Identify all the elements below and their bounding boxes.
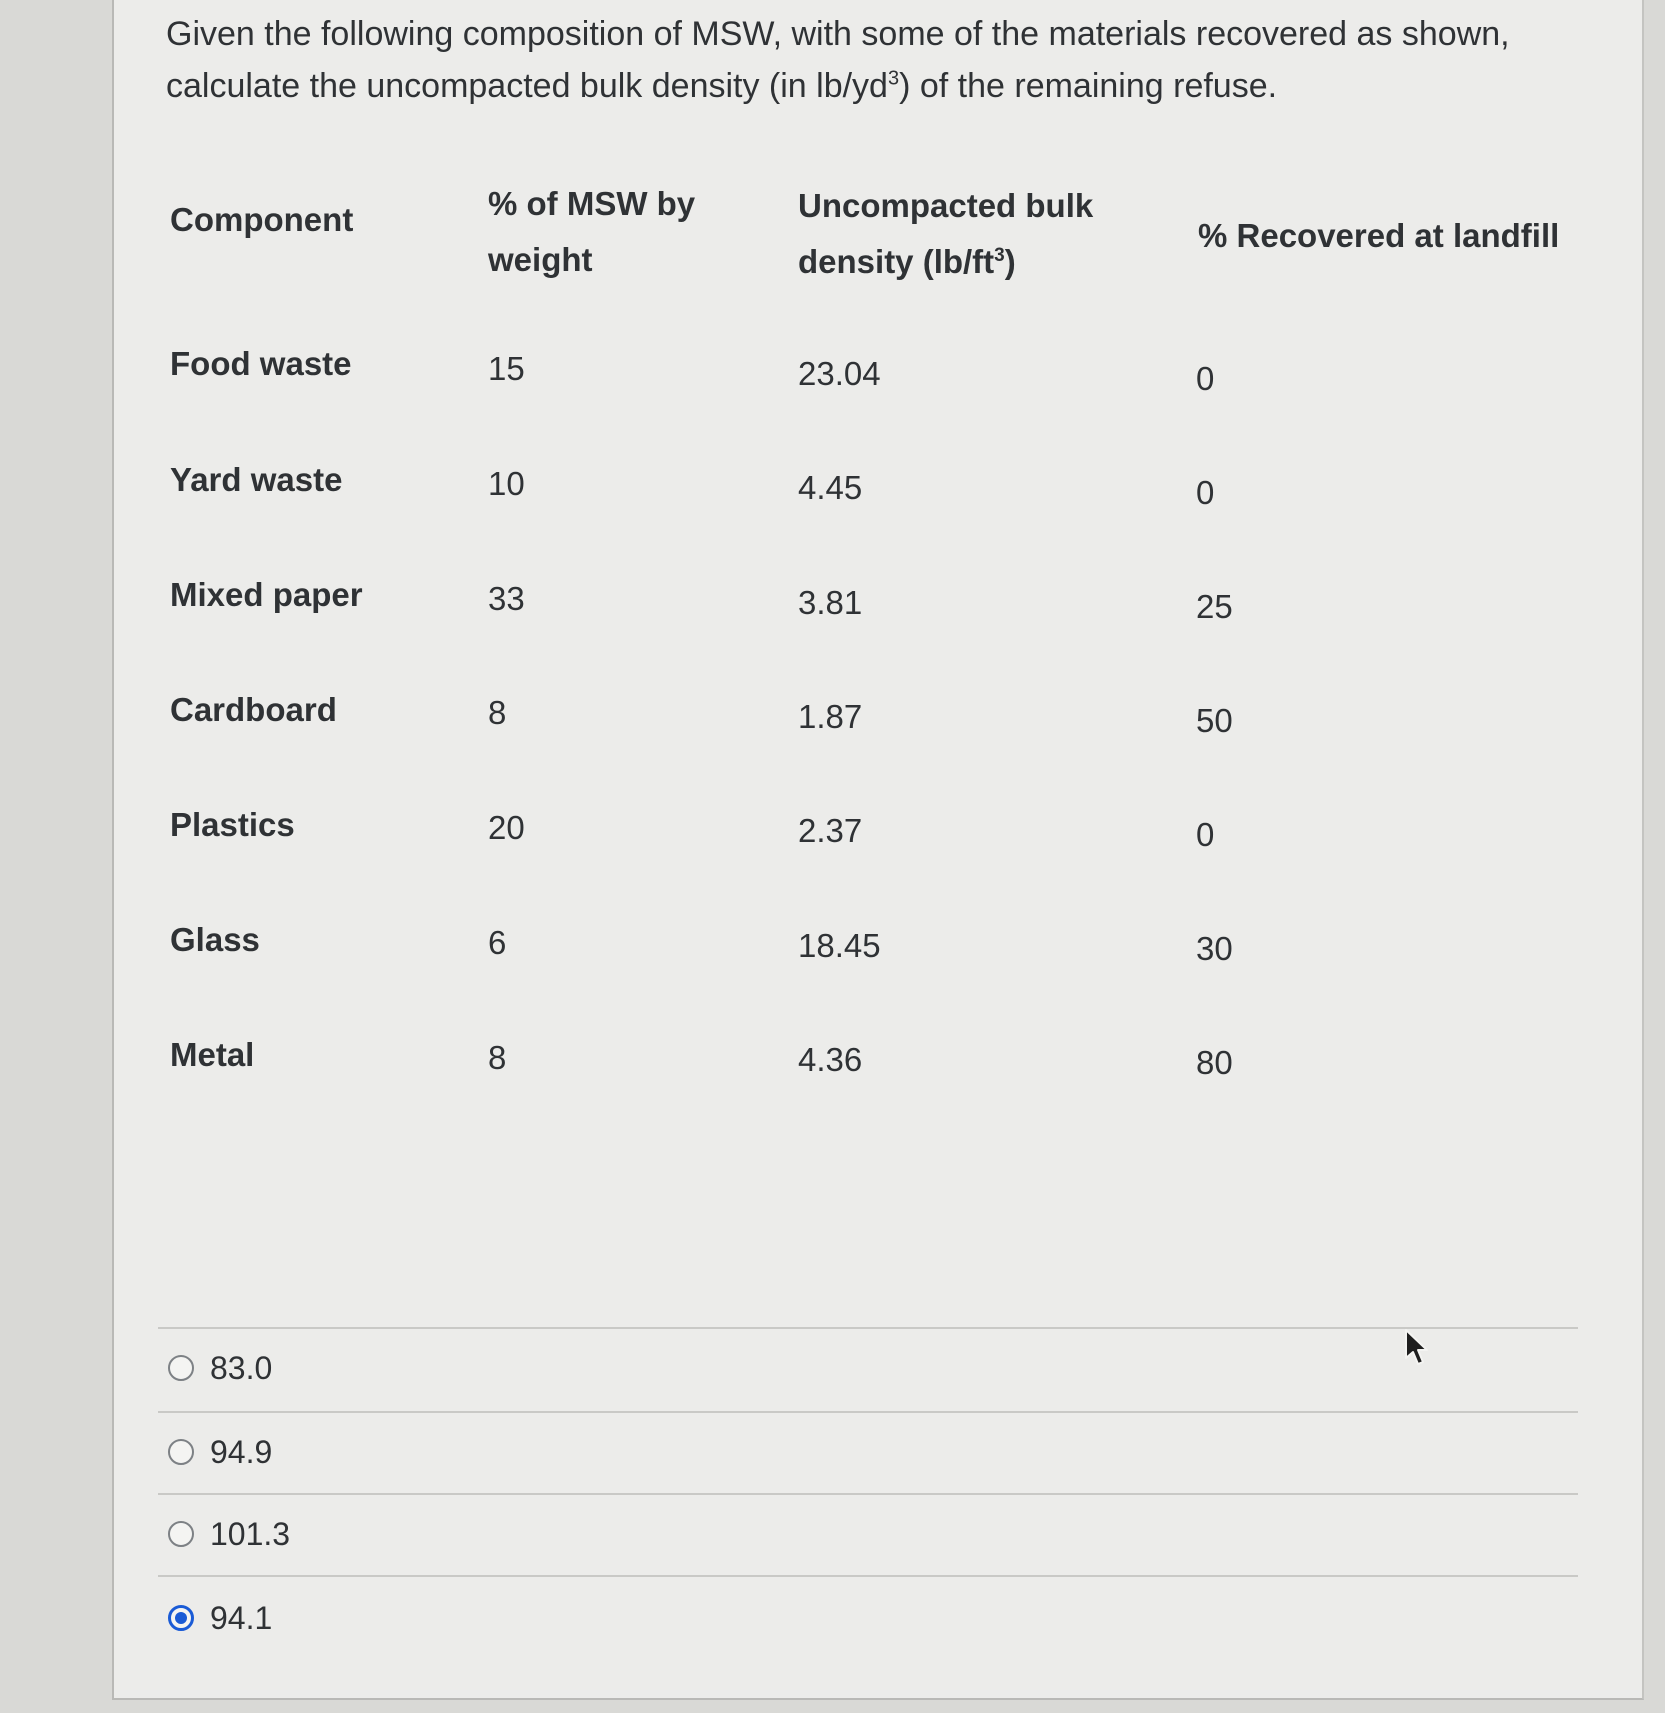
header-component (170, 192, 353, 248)
header-density-close: ) (1004, 243, 1016, 280)
row-recovered: 25 (1196, 588, 1233, 625)
answer-option-label: 94.9 (210, 1433, 273, 1470)
row-component: Metal (170, 1036, 255, 1073)
row-density: 23.04 (798, 355, 881, 392)
row-component: Plastics (170, 806, 295, 843)
row-component: Cardboard (170, 691, 337, 728)
question-line-1: Given the following composition of MSW, with some of the materials recovered as shown, (166, 15, 1510, 53)
row-component: Glass (170, 921, 260, 958)
header-percent-line1: % of MSW by (488, 185, 696, 222)
row-density: 4.36 (798, 1041, 863, 1078)
header-component-label: Component (170, 201, 354, 238)
option-divider (158, 1493, 1578, 1495)
answer-option-4[interactable] (168, 1596, 272, 1640)
question-line-2-end: ) of the remaining refuse. (899, 67, 1278, 105)
row-percent: 20 (488, 809, 525, 846)
radio-button[interactable] (168, 1355, 194, 1381)
header-percent (488, 176, 695, 288)
option-divider (158, 1327, 1578, 1329)
header-density-superscript: 3 (994, 245, 1005, 266)
radio-button-selected[interactable] (168, 1605, 194, 1631)
answer-option-1[interactable] (168, 1346, 272, 1390)
row-density: 1.87 (798, 698, 863, 735)
row-recovered: 30 (1196, 930, 1233, 967)
radio-button[interactable] (168, 1521, 194, 1547)
row-recovered: 0 (1196, 816, 1215, 853)
row-percent: 8 (488, 694, 507, 731)
answer-option-label: 101.3 (210, 1515, 291, 1552)
mouse-cursor-icon (1404, 1328, 1434, 1368)
row-percent: 8 (488, 1039, 507, 1076)
row-component: Yard waste (170, 461, 343, 498)
option-divider (158, 1411, 1578, 1413)
answer-option-label: 94.1 (210, 1599, 273, 1636)
row-component: Mixed paper (170, 576, 363, 613)
row-density: 18.45 (798, 927, 881, 964)
row-recovered: 80 (1196, 1044, 1233, 1081)
header-recovered (1198, 208, 1559, 264)
row-recovered: 0 (1196, 360, 1215, 397)
header-density-line1: Uncompacted bulk (798, 187, 1094, 224)
option-divider (158, 1575, 1578, 1577)
row-percent: 6 (488, 924, 507, 961)
row-density: 2.37 (798, 812, 863, 849)
header-density (798, 178, 1093, 290)
row-percent: 10 (488, 465, 525, 502)
header-density-line2 (798, 234, 1093, 290)
row-component: Food waste (170, 345, 352, 382)
question-line-2 (166, 60, 1586, 112)
header-recovered-label: % Recovered at landfill (1198, 217, 1560, 254)
row-density: 4.45 (798, 469, 863, 506)
question-text (166, 8, 1586, 112)
question-superscript: 3 (887, 67, 900, 90)
row-percent: 33 (488, 580, 525, 617)
answer-option-2[interactable] (168, 1430, 272, 1474)
header-percent-line2: weight (488, 241, 593, 278)
question-page (112, 0, 1644, 1700)
question-line-2-text: calculate the uncompacted bulk density (in lb/yd (166, 67, 888, 105)
radio-button[interactable] (168, 1439, 194, 1465)
row-density: 3.81 (798, 584, 863, 621)
row-recovered: 0 (1196, 474, 1215, 511)
header-density-unit: density (lb/ft (798, 243, 995, 280)
answer-option-label: 83.0 (210, 1349, 273, 1386)
row-percent: 15 (488, 350, 525, 387)
answer-option-3[interactable] (168, 1512, 290, 1556)
row-recovered: 50 (1196, 702, 1233, 739)
